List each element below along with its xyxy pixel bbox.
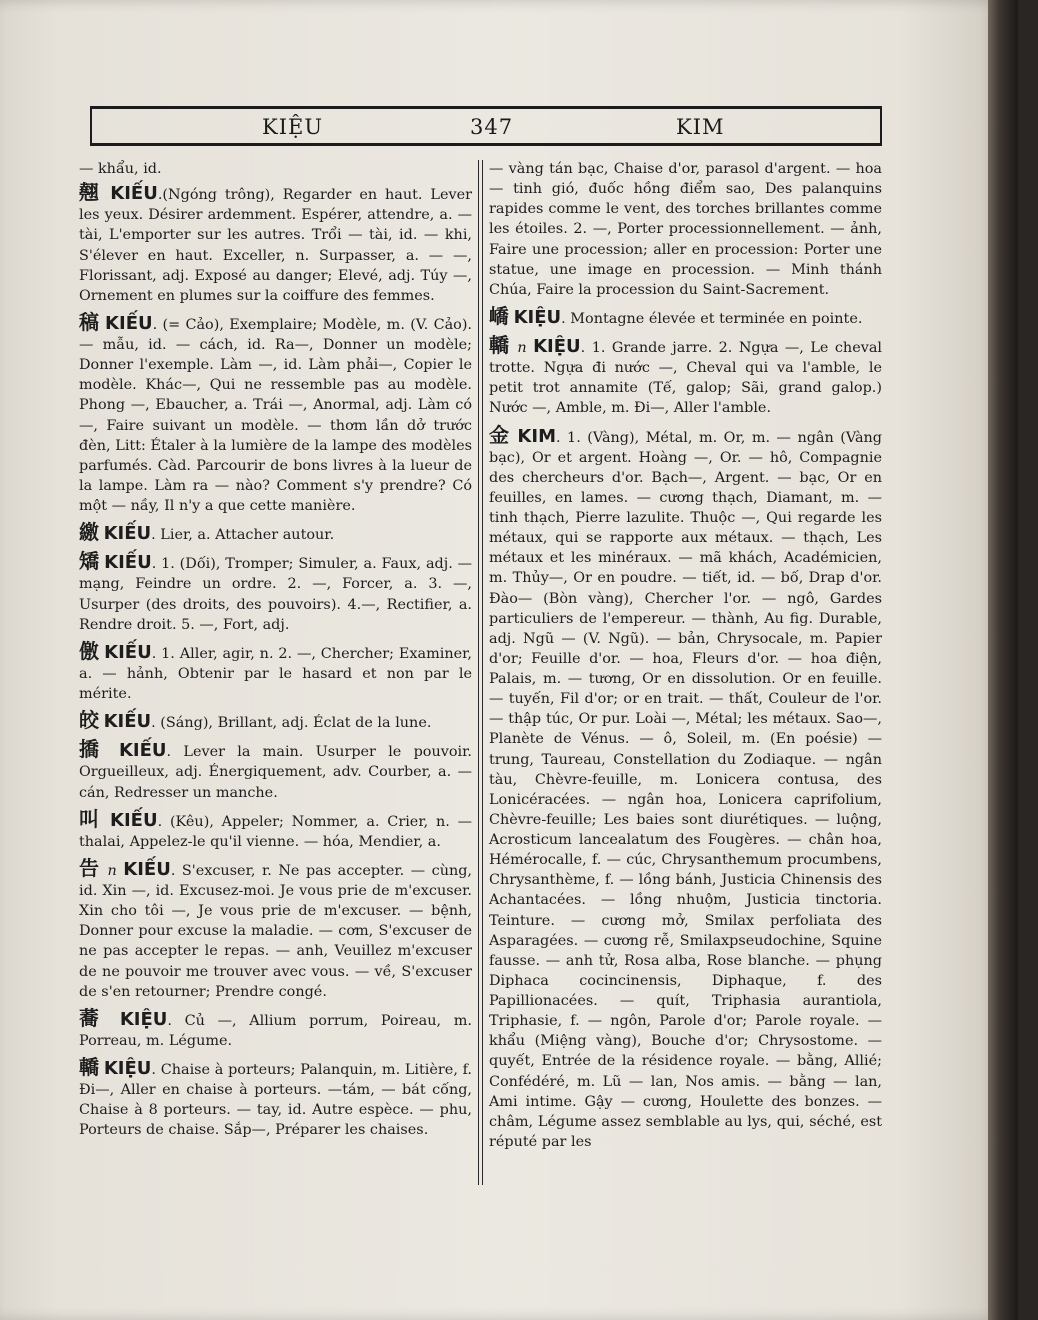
entry-headword: KIỆU (513, 306, 562, 328)
dictionary-entry (79, 806, 473, 852)
header-right-word: KIM (676, 115, 725, 139)
dictionary-entry (489, 335, 882, 419)
entry-definition: . Chaise à porteurs; Palanquin, m. Litière, f. Đi—, Aller en chaise à porteurs. —tám, — bát cống, Chaise à 8 porteurs. — tay, id. Autre espèce. — phu, Porteurs de chaise. Sắp—, Préparer les chaises. (79, 1062, 472, 1139)
dictionary-entry (79, 1005, 473, 1051)
entry-headword: KIẾU (123, 858, 171, 880)
dictionary-entry (79, 156, 472, 179)
entry-definition: . Lier, a. Attacher autour. (151, 527, 335, 544)
left-column (79, 156, 472, 1147)
entry-glyph: 撟 (79, 737, 107, 762)
entry-headword: KIỆU (119, 1008, 168, 1030)
entry-headword: KIẾU (110, 809, 158, 831)
entry-definition: — vàng tán bạc, Chaise d'or, parasol d'argent. — hoa — tinh gió, đuốc hồng điểm sao, Des palanquins rapides comme le vent, des torches brillantes comme les étoiles. 2. —, Porter processionnellement. — ảnh, Faire une procession; aller en procession: Porter une statue, une image en procession. — Minh thánh Chúa, Faire la procession du Saint-Sacrement. (489, 161, 882, 298)
entry-definition: .(Ngóng trông), Regarder en haut. Lever les yeux. Désirer ardemment. Espérer, attendre, a. — tài, L'emporter sur les autres. Trổi — tài, id. — khi, S'élever en haut. Exceller, n. Surpasser, a. — —, Florissant, adj. Exposé au danger; Elevé, adj. Túy —, Ornement en plumes sur la coiffure des femmes. (79, 187, 473, 304)
entry-headword: KIẾU (103, 711, 152, 733)
dictionary-entry (79, 855, 473, 1002)
dictionary-entry (79, 638, 472, 704)
entry-definition: . Montagne élevée et terminée en pointe. (561, 310, 863, 327)
entry-definition: . (= Cảo), Exemplaire; Modèle, m. (V. Cảo).— mẫu, id. — cách, id. Ra—, Donner un modèle; Donner l'exemple. Làm —, id. Làm phải—, Copier le modèle. Khác—, Qui ne ressemble pas au modèle. Phong —, Ebaucher, a. Trái —, Anormal, adj. Làm có —, Faire suivant un modèle. — thơm lần dở trước đèn, Litt: Étaler à la lumière de la lampe des modèles parfumés. Càd. Parcourir de bons livres à la lueur de la lampe. Làm ra — nào? Comment s'y prendre? Có một — nầy, Il n'y a que cette manière. (79, 316, 473, 514)
right-column (489, 156, 882, 1158)
dictionary-entry (79, 739, 472, 802)
entry-definition: . 1. Aller, agir, n. 2. —, Chercher; Examiner, a. — hảnh, Obtenir par le hasard et non par le mérite. (79, 645, 472, 702)
book-edge (988, 0, 1018, 1320)
entry-glyph: 皎 (79, 708, 99, 733)
entry-glyph: 轎 (489, 333, 511, 357)
header-left-word: KIỆU (262, 115, 324, 139)
dictionary-entry (79, 551, 472, 635)
entry-pos: n (517, 340, 527, 356)
dictionary-entry (489, 156, 882, 300)
running-header (90, 106, 882, 146)
entry-definition: . Lever la main. Usurper le pouvoir. Orgueilleux, adj. Énergiquement, adv. Courber, a. — cán, Redresser un manche. (79, 744, 472, 801)
dictionary-entry (489, 303, 882, 329)
entry-headword: KIẾU (110, 183, 158, 205)
entry-definition: . Củ —, Allium porrum, Poireau, m. Porreau, m. Légume. (79, 1012, 473, 1049)
entry-headword: KIỆU (103, 1058, 152, 1079)
column-divider (478, 160, 483, 1185)
entry-glyph: 矯 (79, 549, 100, 574)
entry-headword: KIẾU (104, 641, 152, 663)
entry-glyph: 稿 (79, 309, 100, 334)
entry-glyph: 轎 (79, 1055, 100, 1079)
entry-headword: KIỆU (533, 336, 581, 357)
entry-definition: . (Kêu), Appeler; Nommer, a. Crier, n. — thalai, Appelez-le qu'il vienne. — hóa, Mendier, a. (79, 813, 473, 850)
entry-headword: KIM (517, 425, 556, 447)
entry-definition: . (Sáng), Brillant, adj. Éclat de la lune. (151, 715, 432, 732)
entry-glyph: 告 (79, 855, 101, 880)
entry-definition: . S'excuser, r. Ne pas accepter. — cùng, id. Xin —, id. Excusez-moi. Je vous prie de m'excuser. Xin cho tôi —, Je vous prie de m'excuser. — bệnh, Donner pour excuse la maladie. — cơm, S'excuser de ne pas accepter le repas. — anh, Veuillez m'excuser de ne pouvoir me trouver avec vous. — về, S'excuser de s'en retourner; Prendre congé. (79, 862, 473, 1000)
dictionary-entry (79, 309, 473, 516)
entry-glyph: 叫 (79, 806, 103, 831)
entry-definition: . 1. (Dối), Tromper; Simuler, a. Faux, adj. — mạng, Feindre un ordre. 2. —, Forcer, a. 3. —, Usurper (des droits, des pouvoirs). 4.—, Rectifier, a. Rendre droit. 5. —, Fort, adj. (79, 556, 472, 633)
entry-definition: . 1. (Vàng), Métal, m. Or, m. — ngân (Vàng bạc), Or et argent. Hoàng —, Or. — hô, Compagnie des chercheurs d'or. Bạch—, Argent. — bạc, Or en feuilles, en lames. — cương thạch, Diamant, m. — tinh thạch, Pierre lazulite. Thuộc —, Qui regarde les métaux, qui se rapporte aux métaux. — thạch, Les métaux et les minéraux. — mã khách, Académicien, m. Thủy—, Or en poudre. — tiết, id. — bố, Drap d'or. Đào— (Bòn vàng), Chercher l'or. — ngô, Gardes particuliers de l'empereur. — thành, Au fig. Durable, adj. Ngũ — (V. Ngũ). — bản, Chrysocale, m. Papier d'or; Feuille d'or. — hoa, Fleurs d'or. — hoa điện, Palais, m. — tương, Or en dissolution. Or en feuille. — tuyến, Fil d'or; or en trait. — thất, Couleur de l'or. — thập túc, Or pur. Loài —, Métal; les métaux. Sao—, Planète de Vénus. — ô, Soleil, m. (En poésie) — trung, Taureau, Constellation du Zodiaque. — ngân tàu, Chèvre-feuille, m. Lonicera contusa, des Lonicéracées. — ngân hoa, Lonicera caprifolium, Chèvre-feuille; Les baies sont diurétiques. — luộng, Acrosticum lancealatum des Fougères. — chân hoa, Hémérocalle, f. — cúc, Chrysanthemum procumbens, Chrysanthème, f. — lồng bánh, Justicia Chinensis des Achantacées. — lồng nhuộm, Justicia tinctoria. Teinture. — cương mở, Smilax perfoliata des Asparagées. — cương rễ, Smilaxpseudochine, Squine fausse. — anh tử, Rosa alba, Rose blanche. — phụng Diphaca cocincinensis, Diphaque, f. des Papillionacées. — quít, Triphasia aurantiola, Triphasie, f. — ngôn, Parole d'or; Parole royale. — khẩu (Miệng vàng), Bouche d'or; Chrysostome. — quyết, Entrée de la résidence royale. — bằng, Allié; Confédéré, m. Lũ — lan, Nos amis. — bằng — lan, Ami intime. Gậy — cương, Houlette des bonzes. — châm, Légume assez semblable au lys, qui, séché, est réputé par les (489, 429, 883, 1150)
dictionary-entry (79, 182, 472, 306)
entry-glyph: 金 (489, 422, 511, 447)
entry-glyph: 嶠 (489, 303, 509, 328)
dictionary-entry (489, 422, 883, 1153)
entry-glyph: 繳 (79, 520, 99, 545)
entry-pos: n (107, 862, 117, 879)
dictionary-entry (79, 710, 472, 733)
entry-glyph: 蕎 (79, 1005, 108, 1030)
entry-glyph: 儌 (79, 638, 100, 663)
entry-headword: KIẾU (104, 552, 152, 574)
entry-headword: KIẾU (103, 523, 152, 545)
entry-definition: — khẩu, id. (79, 161, 162, 177)
entry-headword: KIẾU (105, 312, 153, 334)
entry-headword: KIẾU (118, 740, 167, 762)
entry-definition: . 1. Grande jarre. 2. Ngựa —, Le cheval trotte. Ngựa đi nước —, Cheval qui va l'amble, le petit trot annamite (Tế, galop; Sãi, grand galop.) Nước —, Amble, m. Đi—, Aller l'amble. (489, 340, 883, 417)
dictionary-entry (79, 522, 472, 545)
dictionary-entry (79, 1057, 472, 1141)
page-number: 347 (470, 115, 514, 139)
entry-glyph: 翹 (79, 180, 103, 205)
